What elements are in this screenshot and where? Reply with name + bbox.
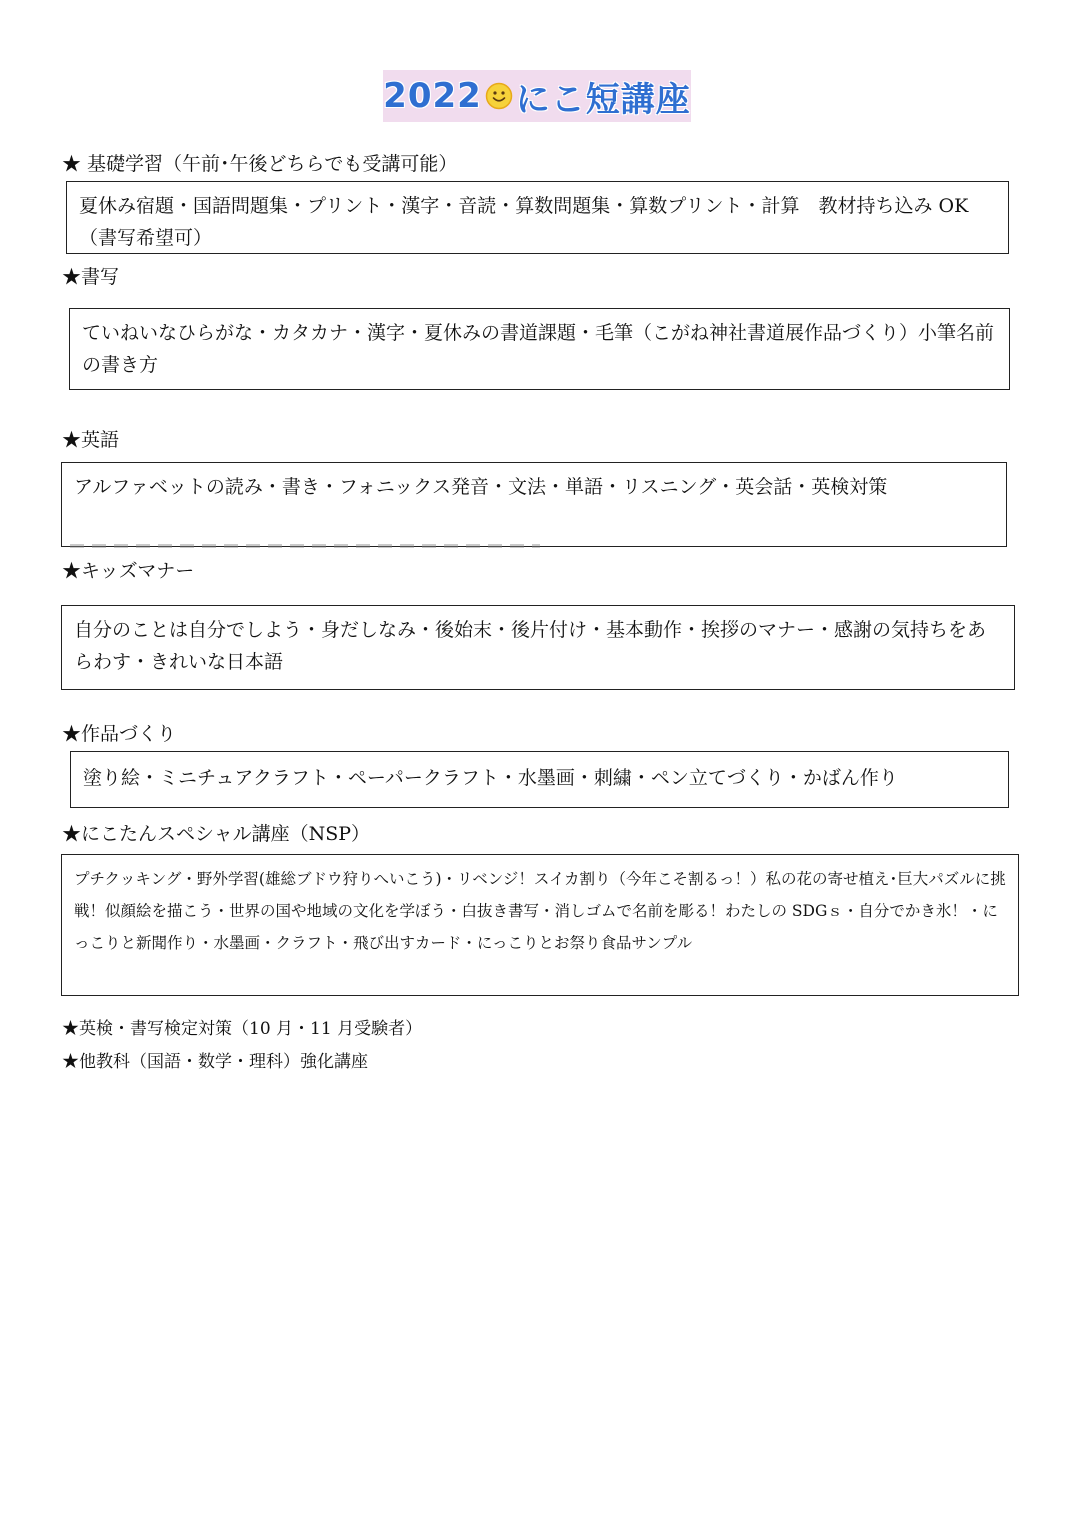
- section-heading-nsp: ★にこたんスペシャル講座（NSP）: [62, 823, 371, 845]
- section-heading-calligraphy: ★書写: [62, 266, 120, 288]
- extra-line-other-subjects: ★他教科（国語・数学・理科）強化講座: [62, 1052, 368, 1072]
- section-heading-crafts: ★作品づくり: [62, 723, 177, 745]
- section-box-calligraphy: ていねいなひらがな・カタカナ・漢字・夏休みの書道課題・毛筆（こがね神社書道展作品づくり）小筆名前の書き方: [69, 308, 1010, 390]
- extra-line-exam-prep: ★英検・書写検定対策（10 月・11 月受験者）: [62, 1019, 423, 1039]
- section-heading-basic: ★ 基礎学習（午前･午後どちらでも受講可能）: [62, 153, 458, 175]
- section-heading-english: ★英語: [62, 429, 120, 451]
- section-box-crafts: 塗り絵・ミニチュアクラフト・ペーパークラフト・水墨画・刺繍・ペン立てづくり・かばん作り: [70, 751, 1009, 808]
- smiley-icon: [485, 82, 513, 110]
- page-title: [383, 72, 691, 121]
- scan-artifact: [70, 544, 540, 548]
- title-name: にこ短講座: [515, 79, 691, 120]
- section-box-nsp: プチクッキング・野外学習(雄総ブドウ狩りへいこう)・リベンジ！スイカ割り（今年こそ割るっ！）私の花の寄せ植え･巨大パズルに挑戦！似顔絵を描こう・世界の国や地域の文化を学ぼう・白抜き書写・消しゴムで名前を彫る！わたしの SDGｓ・自分でかき氷！・にっこりと新聞作り・水墨画・クラフト・飛び出すカード・にっこりとお祭り食品サンプル: [61, 854, 1019, 996]
- section-box-manners: 自分のことは自分でしよう・身だしなみ・後始末・後片付け・基本動作・挨拶のマナー・感謝の気持ちをあらわす・きれいな日本語: [61, 605, 1015, 690]
- title-year: 2022: [383, 76, 482, 116]
- title-banner: [383, 70, 691, 122]
- section-box-english: アルファベットの読み・書き・フォニックス発音・文法・単語・リスニング・英会話・英検対策: [61, 462, 1007, 547]
- section-box-basic: 夏休み宿題・国語問題集・プリント・漢字・音読・算数問題集・算数プリント・計算 教材持ち込み OK （書写希望可）: [66, 181, 1009, 254]
- section-heading-manners: ★キッズマナー: [62, 560, 195, 582]
